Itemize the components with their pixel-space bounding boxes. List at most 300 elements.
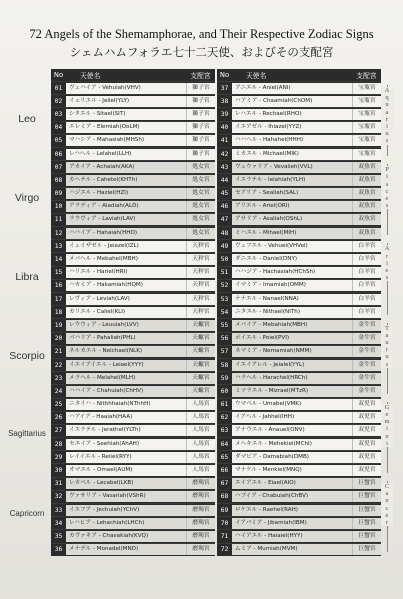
angel-name: レウウィア - Leuuiah(LVV) [66,320,187,331]
table-row [51,239,215,252]
table-row [217,226,381,239]
table-row [217,384,381,397]
angel-sign: 処女宮 [187,162,215,173]
angel-number: 27 [54,427,63,435]
angel-number: 63 [220,427,229,435]
angel-number: 54 [220,308,229,316]
angel-number: 13 [54,242,63,250]
angel-sign: 宝瓶宮 [353,96,381,107]
angel-sign: 獅子宮 [187,83,215,94]
angel-name: ハアミア - Chaamiah(ChOM) [232,96,353,107]
angel-sign: 天蠍宮 [187,373,215,384]
angel-sign: 双児宮 [353,439,381,450]
angel-number: 23 [54,374,63,382]
angel-name: メバヘル - Mebahel(MBH) [66,254,187,265]
angel-sign: 双魚宮 [353,214,381,225]
angel-name: メヘキエル - Mehekiel(MChI) [232,439,353,450]
table-row [51,213,215,226]
angel-number: 68 [220,493,229,501]
angel-name: ヴェウァリア - Vevalieh(VVL) [232,162,353,173]
zodiac-label-right: G e m i n i [381,404,393,447]
table-row [217,543,381,556]
angel-sign: 白羊宮 [353,294,381,305]
angel-name: イエラテル - Ielahiah(YLH) [232,175,353,186]
table-row [217,160,381,173]
angel-sign: 宝瓶宮 [353,149,381,160]
angel-name: マハシア - Mahasiah(MHSh) [66,135,187,146]
angel-number: 12 [54,229,63,237]
table-row [217,187,381,200]
angel-sign: 天秤宮 [187,280,215,291]
table-row [217,147,381,160]
angel-number: 33 [54,506,63,514]
table-row [51,252,215,265]
angel-sign: 磨羯宮 [187,491,215,502]
angel-number: 26 [54,414,63,422]
angel-name: アカイア - Achaiah(AKA) [66,162,187,173]
angel-number: 24 [54,387,63,395]
angel-sign: 天秤宮 [187,294,215,305]
angel-name: ニタイハ - Nithhhaiah(NThhH) [66,399,187,410]
angel-name: イエフア - Jechuiah(YChV) [66,505,187,516]
angel-number: 57 [220,348,229,356]
table-row [51,490,215,503]
zodiac-label-right: C a n c e r [381,483,393,526]
angel-sign: 双魚宮 [353,188,381,199]
angel-sign: 双児宮 [353,425,381,436]
table-header [217,69,381,81]
table-row [217,411,381,424]
angel-sign: 獅子宮 [187,96,215,107]
table-row [51,147,215,160]
angel-name: レハヘル - Lelahel(LLH) [66,149,187,160]
angel-sign: 宝瓶宮 [353,83,381,94]
table-row [217,81,381,94]
angel-name: ネルカエル - Nelchael(NLK) [66,346,187,357]
table-row [51,200,215,213]
angel-number: 31 [54,480,63,488]
angel-sign: 獅子宮 [187,149,215,160]
angel-name: ロケエル - Raehel(RAH) [232,505,353,516]
table-row [51,187,215,200]
header-sign: 支配宮 [356,72,377,80]
angel-name: レイイエル - Reiiel(RYY) [66,452,187,463]
table-row [51,503,215,516]
angel-number: 48 [220,229,229,237]
table-row [51,384,215,397]
angel-number: 46 [220,203,229,211]
table-row [217,134,381,147]
table-row [51,134,215,147]
angel-sign: 処女宮 [187,214,215,225]
angel-sign: 獅子宮 [187,135,215,146]
angel-name: レハヒア - Lehachiah(LHCh) [66,518,187,529]
table-row [217,503,381,516]
angel-name: メラヘル - Melahel(MLH) [66,373,187,384]
angel-name: レヴィア - Leviah(LAV) [66,294,187,305]
angel-sign: 人馬宮 [187,425,215,436]
table-row [217,358,381,371]
page-subtitle: シェムハムフォラエ七十二天使、およびその支配宮 [69,45,334,59]
angel-sign: 磨羯宮 [187,544,215,555]
angel-name: シタエル - Sitael(SIT) [66,109,187,120]
angel-number: 36 [54,546,63,554]
table-row [217,121,381,134]
angel-sign: 双魚宮 [353,162,381,173]
angel-sign: 巨蟹宮 [353,491,381,502]
header-sign: 支配宮 [190,72,211,80]
angel-name: ラウヴィア - Laviah(LAV) [66,214,187,225]
table-row [51,543,215,556]
angel-number: 34 [54,519,63,527]
angel-sign: 双魚宮 [353,228,381,239]
table-row [217,477,381,490]
table-header [51,69,215,81]
angel-sign: 処女宮 [187,201,215,212]
angel-sign: 人馬宮 [187,412,215,423]
angel-name: マナケル - Menkiel(MNQ) [232,465,353,476]
header-name: 天使名 [80,72,101,80]
angel-sign: 天蠍宮 [187,360,215,371]
angel-number: 32 [54,493,63,501]
angel-name: ポイエル - Poiel(PVI) [232,333,353,344]
angel-number: 66 [220,467,229,475]
angel-number: 71 [220,532,229,540]
angel-name: ハハイア - Hahaiah(HHO) [66,228,187,239]
angel-name: ハリエル - Hariel(HRI) [66,267,187,278]
angel-name: ハラヘル - Harachel(HRCh) [232,373,353,384]
angel-number: 61 [220,401,229,409]
table-row [217,107,381,120]
table-row [51,345,215,358]
angel-sign: 白羊宮 [353,254,381,265]
angel-number: 10 [54,203,63,211]
angels-table-left [51,69,215,556]
table-row [217,266,381,279]
angel-number: 08 [54,176,63,184]
angel-name: イエラテル - Jerathel(YLTh) [66,425,187,436]
angel-name: イェイザゼル - Jeiazel(IZL) [66,241,187,252]
angel-name: ヴェフエル - Vehuel(VHVel) [232,241,353,252]
angel-name: カヴァキア - Chavakiah(KVQ) [66,531,187,542]
angel-name: イエイアレル - Jeialel(YYL) [232,360,353,371]
angel-sign: 人馬宮 [187,465,215,476]
angel-sign: 双魚宮 [353,201,381,212]
angel-name: アサリア - Asaliah(OShL) [232,214,353,225]
angel-number: 25 [54,401,63,409]
angel-number: 42 [220,150,229,158]
angel-sign: 人馬宮 [187,452,215,463]
table-row [217,463,381,476]
table-row [51,450,215,463]
angel-sign: 巨蟹宮 [353,544,381,555]
angel-name: ミツラエル - Mizrael(MTzR) [232,386,353,397]
angel-number: 37 [220,84,229,92]
angel-name: ハハイア - Chahuiah(ChHV) [66,386,187,397]
angel-sign: 天秤宮 [187,267,215,278]
table-row [51,529,215,542]
angel-number: 40 [220,124,229,132]
angel-sign: 白羊宮 [353,241,381,252]
angel-number: 50 [220,256,229,264]
angel-sign: 金牛宮 [353,360,381,371]
angel-number: 30 [54,467,63,475]
angel-number: 47 [220,216,229,224]
table-row [51,266,215,279]
angel-sign: 双児宮 [353,452,381,463]
angel-name: ウマベル - Umabel(VMK) [232,399,353,410]
angel-sign: 金牛宮 [353,320,381,331]
table-row [51,332,215,345]
angel-name: ハカミア - Hakamiah(HQM) [66,280,187,291]
table-row [51,279,215,292]
angel-name: メバイア - Mebahiah(MBH) [232,320,353,331]
table-row [217,529,381,542]
angel-number: 72 [220,546,229,554]
angel-number: 38 [220,97,229,105]
table-row [217,94,381,107]
header-no: No [219,71,230,79]
table-row [217,305,381,318]
angel-name: ハハジア - Hachasiah(HChSh) [232,267,353,278]
zodiac-label-left: Sagittarius [8,429,46,439]
angel-number: 11 [54,216,63,224]
zodiac-label-left: Libra [15,271,39,283]
angel-number: 64 [220,440,229,448]
angel-sign: 宝瓶宮 [353,122,381,133]
angel-name: オマエル - Omael(AUM) [66,465,187,476]
angel-sign: 処女宮 [187,188,215,199]
angel-sign: 人馬宮 [187,439,215,450]
angel-name: エイアエル - Eiael(AIO) [232,478,353,489]
angel-number: 67 [220,480,229,488]
table-row [217,516,381,529]
angel-number: 43 [220,163,229,171]
header-name: 天使名 [246,72,267,80]
angel-number: 52 [220,282,229,290]
angel-sign: 白羊宮 [353,280,381,291]
angel-sign: 磨羯宮 [187,478,215,489]
angel-number: 16 [54,282,63,290]
angel-name: アラディア - Aladiah(ALD) [66,201,187,212]
angel-number: 06 [54,150,63,158]
angel-name: ミカエル - Michael(MIK) [232,149,353,160]
table-row [217,252,381,265]
angel-number: 69 [220,506,229,514]
angel-number: 07 [54,163,63,171]
table-row [51,437,215,450]
angel-number: 09 [54,190,63,198]
zodiac-label-right: T a u r u s [381,325,393,368]
angel-name: イアヘル - Jahhel(IHH) [232,412,353,423]
angel-name: ナナエル - Nanael(NNA) [232,294,353,305]
angel-number: 22 [54,361,63,369]
table-row [51,226,215,239]
header-no: No [53,71,64,79]
angel-sign: 人馬宮 [187,399,215,410]
angel-number: 01 [54,84,63,92]
angel-number: 20 [54,335,63,343]
angel-number: 02 [54,97,63,105]
angel-number: 19 [54,321,63,329]
angel-sign: 白羊宮 [353,267,381,278]
angel-sign: 双児宮 [353,465,381,476]
table-row [51,424,215,437]
angel-name: メナデル - Monadel(MND) [66,544,187,555]
angel-name: セアリア - Sealiah(SAL) [232,188,353,199]
angel-sign: 巨蟹宮 [353,505,381,516]
angel-sign: 天蠍宮 [187,320,215,331]
angel-name: ハハヘル - Hahahel(HHH) [232,135,353,146]
table-row [217,173,381,186]
table-row [217,292,381,305]
table-row [51,516,215,529]
angel-number: 15 [54,269,63,277]
table-row [217,213,381,226]
angel-name: ヴェハイア - Vehuiah(VHV) [66,83,187,94]
zodiac-label-left: Virgo [14,191,40,204]
angel-sign: 宝瓶宮 [353,109,381,120]
angel-number: 70 [220,519,229,527]
angel-sign: 白羊宮 [353,307,381,318]
angel-number: 53 [220,295,229,303]
angel-sign: 巨蟹宮 [353,531,381,542]
angel-sign: 宝瓶宮 [353,135,381,146]
angel-name: ダマビア - Damabiah(DMB) [232,452,353,463]
table-row [51,371,215,384]
angel-number: 56 [220,335,229,343]
angel-sign: 双児宮 [353,412,381,423]
table-row [217,398,381,411]
angel-name: ヴァサリア - Vasariah(VShR) [66,491,187,502]
angel-name: ダニエル - Daniel(DNY) [232,254,353,265]
angel-sign: 獅子宮 [187,122,215,133]
table-row [51,292,215,305]
angel-sign: 処女宮 [187,228,215,239]
angel-sign: 天秤宮 [187,254,215,265]
angel-number: 05 [54,137,63,145]
angel-sign: 巨蟹宮 [353,478,381,489]
angel-number: 41 [220,137,229,145]
angel-name: カヘテル - Cahetel(KHTh) [66,175,187,186]
angel-sign: 双児宮 [353,399,381,410]
zodiac-label-left: Capricorn [9,508,45,518]
angel-number: 60 [220,387,229,395]
angel-name: イエイアイエル - Leiael(YYY) [66,360,187,371]
table-row [51,160,215,173]
angel-sign: 獅子宮 [187,109,215,120]
angel-name: アニエル - Aniel(ANI) [232,83,353,94]
angel-number: 28 [54,440,63,448]
table-row [217,437,381,450]
angel-sign: 天蠍宮 [187,333,215,344]
table-row [217,279,381,292]
angel-sign: 天秤宮 [187,241,215,252]
table-row [217,345,381,358]
angel-number: 17 [54,295,63,303]
angel-name: ムミア - Mumiah(MVM) [232,544,353,555]
angel-name: エレミア - Elemiah(OoLM) [66,122,187,133]
angel-name: カリエル - Caliel(KLI) [66,307,187,318]
angel-sign: 磨羯宮 [187,518,215,529]
angel-sign: 処女宮 [187,175,215,186]
angel-name: イェリエル - Jeliel(YLY) [66,96,187,107]
angel-sign: 磨羯宮 [187,531,215,542]
table-row [217,490,381,503]
zodiac-label-left: Scorpio [9,350,45,363]
angel-number: 58 [220,361,229,369]
zodiac-label-right: A q u a r i u s [381,87,393,145]
angels-table-right [217,69,381,556]
angel-number: 55 [220,321,229,329]
table-row [51,463,215,476]
table-row [51,81,215,94]
angel-name: ハブイア - Chabuiah(ChBV) [232,491,353,502]
angel-name: ミハエル - Mihael(MIH) [232,228,353,239]
angel-name: イアバミア - Jibamiah(IBM) [232,518,353,529]
table-row [51,107,215,120]
table-row [51,398,215,411]
angel-name: ハイアエル - Haiaiel(HYY) [232,531,353,542]
angel-name: アナウエル - Anauel(ONV) [232,425,353,436]
zodiac-label-right: P i s c e s [381,166,393,209]
zodiac-label-left: Leo [18,112,36,125]
angel-name: レカベル - Lecabel(LKB) [66,478,187,489]
angel-sign: 巨蟹宮 [353,518,381,529]
angel-number: 51 [220,269,229,277]
table-row [51,318,215,331]
angel-number: 29 [54,453,63,461]
angel-sign: 金牛宮 [353,333,381,344]
angel-sign: 金牛宮 [353,386,381,397]
angel-number: 14 [54,256,63,264]
angel-name: ネマミア - Nemamiah(NMM) [232,346,353,357]
angel-number: 65 [220,453,229,461]
table-row [217,200,381,213]
angel-number: 44 [220,176,229,184]
angel-sign: 天蠍宮 [187,386,215,397]
angel-name: レハエル - Rechael(RHO) [232,109,353,120]
angel-number: 39 [220,110,229,118]
angel-number: 35 [54,532,63,540]
angel-name: ハジエル - Haziel(HZI) [66,188,187,199]
angel-name: イエアゼル - Ihiazel(YYZ) [232,122,353,133]
angel-sign: 金牛宮 [353,346,381,357]
angel-name: イマミア - Imamiah(OMM) [232,280,353,291]
angel-number: 04 [54,124,63,132]
table-row [51,411,215,424]
angel-sign: 天秤宮 [187,307,215,318]
angel-number: 59 [220,374,229,382]
angel-sign: 金牛宮 [353,373,381,384]
angel-name: パハリア - Pahaliah(PHL) [66,333,187,344]
angel-name: ハアイア - Haaiah(HAA) [66,412,187,423]
table-row [51,358,215,371]
table-row [217,450,381,463]
angel-number: 62 [220,414,229,422]
angel-number: 18 [54,308,63,316]
table-row [51,173,215,186]
angel-number: 45 [220,190,229,198]
angel-sign: 磨羯宮 [187,505,215,516]
page-title: 72 Angels of the Shemamphorae, and Their Respective Zodiac Signs [29,27,374,41]
table-row [51,94,215,107]
angel-name: セエイア - Seehiah(AhAH) [66,439,187,450]
zodiac-label-right: A r i e s [381,245,393,281]
table-row [217,371,381,384]
angel-number: 03 [54,110,63,118]
table-row [51,121,215,134]
